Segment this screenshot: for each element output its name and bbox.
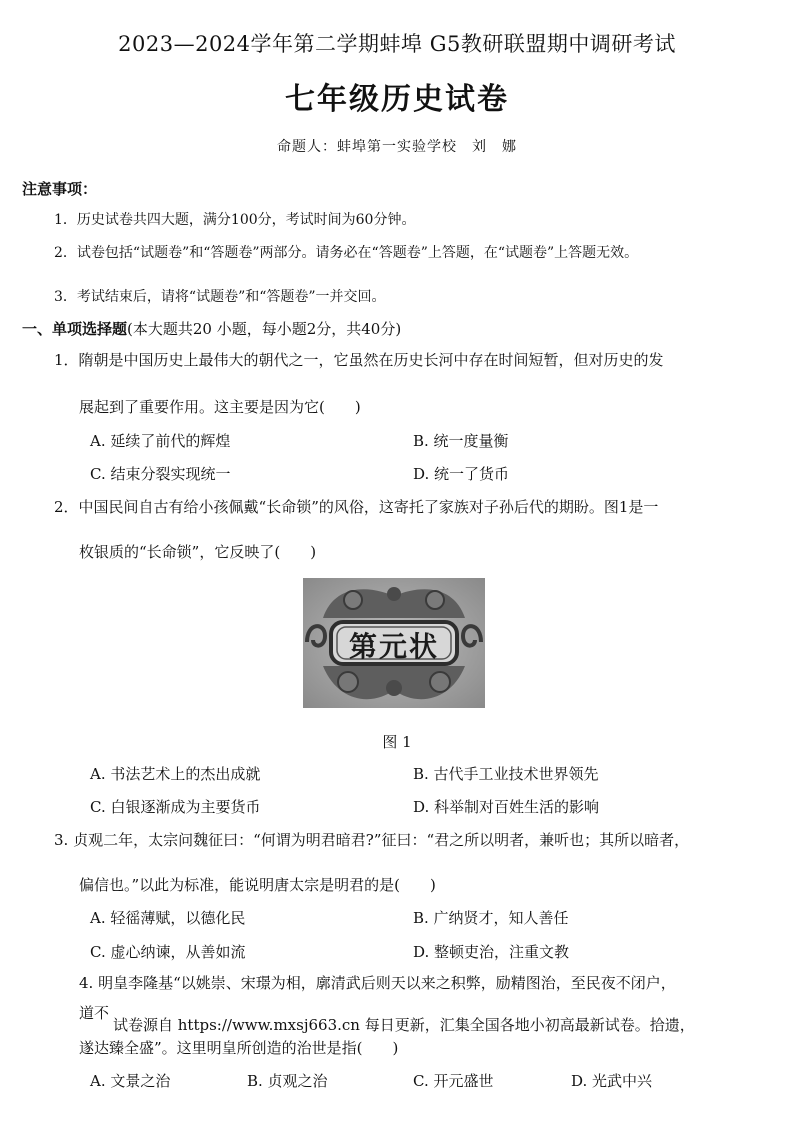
option-b: B. 古代手工业技术世界领先 bbox=[413, 765, 599, 783]
lock-inscription: 第元状 bbox=[348, 630, 439, 663]
question-1-line-1: 1．隋朝是中国历史上最伟大的朝代之一，它虽然在历史长河中存在时间短暂，但对历史的发 bbox=[54, 351, 664, 369]
option-b: B. 广纳贤才，知人善任 bbox=[413, 909, 569, 927]
option-d: D. 光武中兴 bbox=[571, 1072, 653, 1090]
exam-title: 2023—2024学年第二学期蚌埠 G5教研联盟期中调研考试 bbox=[118, 32, 676, 56]
option-b: B. 统一度量衡 bbox=[413, 432, 509, 450]
section-heading-row bbox=[22, 318, 401, 339]
option-d: D. 整顿吏治，注重文教 bbox=[413, 943, 570, 961]
option-d: D. 统一了货币 bbox=[413, 465, 510, 483]
question-4-line-3: 遂达臻全盛”。这里明皇所创造的治世是指( ) bbox=[79, 1039, 399, 1057]
question-3-line-1: 3. 贞观二年，太宗问魏征曰：“何谓为明君暗君?”征曰：“君之所以明者，兼听也；其所以暗者， bbox=[54, 831, 690, 849]
option-b: B. 贞观之治 bbox=[247, 1072, 328, 1090]
question-2-line-1: 2．中国民间自古有给小孩佩戴“长命锁”的风俗，这寄托了家族对子孙后代的期盼。图1是一 bbox=[54, 498, 659, 516]
figure-caption: 图 1 bbox=[382, 733, 412, 751]
note-item: 2．试卷包括“试题卷”和“答题卷”两部分。请务必在“答题卷”上答题，在“试题卷”上答题无效。 bbox=[54, 245, 639, 261]
source-watermark: 试卷源自 https://www.mxsj663.cn 每日更新，汇集全国各地小初高最新试卷。拾遗， bbox=[113, 1016, 695, 1034]
subject-title: 七年级历史试卷 bbox=[285, 82, 509, 117]
question-1-line-2: 展起到了重要作用。这主要是因为它( ) bbox=[79, 398, 361, 416]
question-2-line-2: 枚银质的“长命锁”，它反映了( ) bbox=[79, 543, 317, 561]
question-4-line-1: 4. 明皇李隆基“以姚崇、宋璟为相，廓清武后则天以来之积弊，励精图治，至民夜不闭户， bbox=[79, 974, 676, 992]
question-3-line-2: 偏信也。”以此为标准，能说明唐太宗是明君的是( ) bbox=[79, 876, 436, 894]
author-line: 命题人：蚌埠第一实验学校 刘 娜 bbox=[277, 139, 517, 155]
option-c: C. 白银逐渐成为主要货币 bbox=[90, 798, 261, 816]
option-c: C. 开元盛世 bbox=[413, 1072, 494, 1090]
section-description: (本大题共20 小题，每小题2分，共40分) bbox=[127, 320, 402, 338]
note-item: 1．历史试卷共四大题，满分100分，考试时间为60分钟。 bbox=[54, 212, 416, 228]
longevity-lock-image bbox=[303, 578, 485, 708]
option-a: A. 文景之治 bbox=[90, 1072, 171, 1090]
note-item: 3．考试结束后，请将“试题卷”和“答题卷”一并交回。 bbox=[54, 289, 386, 305]
question-4-line-2-start: 道不 bbox=[79, 1004, 110, 1022]
option-a: A. 书法艺术上的杰出成就 bbox=[90, 765, 261, 783]
option-d: D. 科举制对百姓生活的影响 bbox=[413, 798, 600, 816]
option-c: C. 虚心纳谏，从善如流 bbox=[90, 943, 246, 961]
option-c: C. 结束分裂实现统一 bbox=[90, 465, 231, 483]
notes-heading: 注意事项： bbox=[22, 180, 98, 198]
option-a: A. 延续了前代的辉煌 bbox=[90, 432, 231, 450]
option-a: A. 轻徭薄赋，以德化民 bbox=[90, 909, 246, 927]
section-heading: 一、单项选择题 bbox=[22, 320, 128, 338]
